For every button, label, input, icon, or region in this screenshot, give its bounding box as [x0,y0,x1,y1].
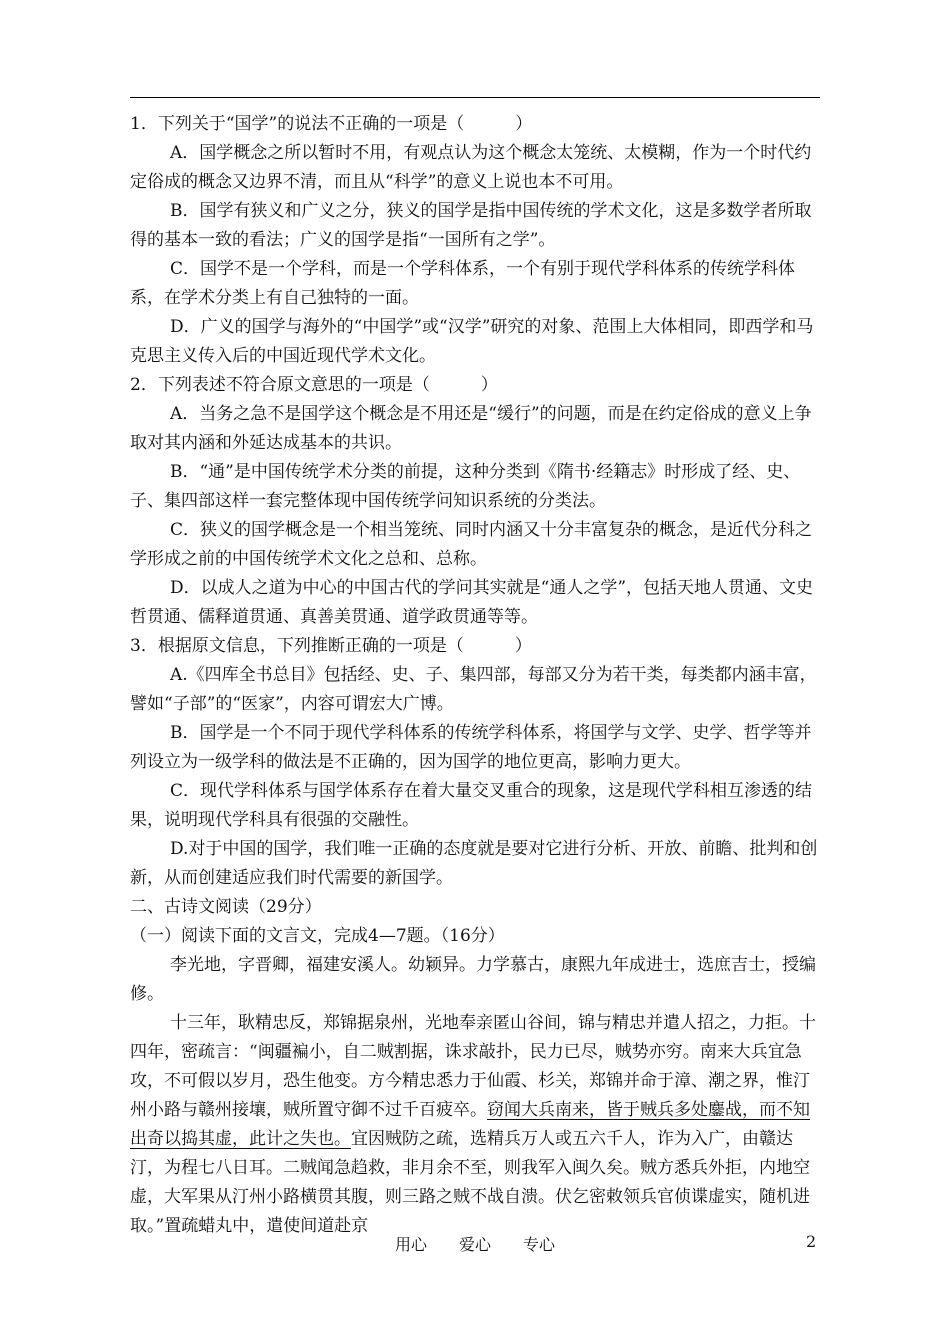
passage-paragraph-2 [130,1009,820,1241]
question-2-stem: 2．下列表述不符合原文意思的一项是（ ） [130,375,498,395]
passage-paragraph-1: 李光地，字晋卿，福建安溪人。幼颖异。力学慕古，康熙九年成进士，选庶吉士，授编修。 [130,955,816,1004]
underlined-sentence: 窃闻大兵南来，皆于贼兵多处鏖战，而不知出奇以捣其虚，此计之失也。 [130,1100,810,1149]
page-content [130,110,820,1241]
question-2-option-b: B．“通”是中国传统学术分类的前提，这种分类到《隋书·经籍志》时形成了经、史、子、集四部这样一套完整体现中国传统学问知识系统的分类法。 [130,462,801,511]
question-3-stem: 3．根据原文信息，下列推断正确的一项是（ ） [130,636,532,656]
header-rule [130,97,820,98]
question-3-option-a: A.《四库全书总目》包括经、史、子、集四部，每部又分为若干类，每类都内涵丰富，譬如“子部”的“医家”，内容可谓宏大广博。 [130,665,817,714]
question-3-option-c: C．现代学科体系与国学体系存在着大量交叉重合的现象，这是现代学科相互渗透的结果，说明现代学科具有很强的交融性。 [130,781,813,830]
question-1-option-c: C．国学不是一个学科，而是一个学科体系，一个有别于现代学科体系的传统学科体系，在学术分类上有自己独特的一面。 [130,259,796,308]
question-1-option-a: A．国学概念之所以暂时不用，有观点认为这个概念太笼统、太模糊，作为一个时代约定俗成的概念又边界不清，而且从“科学”的意义上说也本不可用。 [130,143,812,192]
footer-slogan: 用心 爱心 专心 [394,1235,555,1254]
question-3-option-d: D.对于中国的国学，我们唯一正确的态度就是要对它进行分析、开放、前瞻、批判和创新，从而创建适应我们时代需要的新国学。 [130,839,818,888]
question-2-option-a: A．当务之急不是国学这个概念是不用还是“缓行”的问题，而是在约定俗成的意义上争取对其内涵和外延达成基本的共识。 [130,404,812,453]
passage-text: 宜因贼防之疏，选精兵万人或五六千人，诈为入广，由赣达汀，为程七八日耳。二贼闻急趋救，非月余不至，则我军入闽久矣。贼方悉兵外拒，内地空虚，大军果从汀州小路横贯其腹，则三路之贼不战自溃。伏乞密敕领兵官侦谍虚实，随机进取。”置疏蜡丸中，遣使间道赴京 [130,1129,810,1236]
question-3-option-b: B．国学是一个不同于现代学科体系的传统学科体系，将国学与文学、史学、哲学等并列设立为一级学科的做法是不正确的，因为国学的地位更高，影响力更大。 [130,723,812,772]
question-1-option-b: B．国学有狭义和广义之分，狭义的国学是指中国传统的学术文化，这是多数学者所取得的基本一致的看法；广义的国学是指“一国所有之学”。 [130,201,812,250]
question-2-option-d: D．以成人之道为中心的中国古代的学问其实就是“通人之学”，包括天地人贯通、文史哲贯通、儒释道贯通、真善美贯通、道学政贯通等等。 [130,578,814,627]
question-1-option-d: D．广义的国学与海外的“中国学”或“汉学”研究的对象、范围上大体相同，即西学和马克思主义传入后的中国近现代学术文化。 [130,317,814,366]
passage-text: 十三年，耿精忠反，郑锦据泉州，光地奉亲匿山谷间，锦与精忠并遣人招之，力拒。十四年，密疏言：“闽疆褊小，自二贼割据，诛求敲扑，民力已尽，贼势亦穷。南来大兵宜急攻，不可假以岁月，恐生他变。方今精忠悉力于仙霞、杉关，郑锦并命于漳、潮之界，惟汀州小路与赣州接壤，贼所置守御不过千百疲卒。 [130,1013,816,1120]
question-1-stem: 1．下列关于“国学”的说法不正确的一项是（ ） [130,114,533,134]
section-subheading: （一）阅读下面的文言文，完成4—7题。（16分） [130,926,505,946]
question-2-option-c: C．狭义的国学概念是一个相当笼统、同时内涵又十分丰富复杂的概念，是近代分科之学形成之前的中国传统学术文化之总和、总称。 [130,520,813,569]
page-number: 2 [806,1232,817,1251]
section-heading: 二、古诗文阅读（29分） [130,897,322,917]
